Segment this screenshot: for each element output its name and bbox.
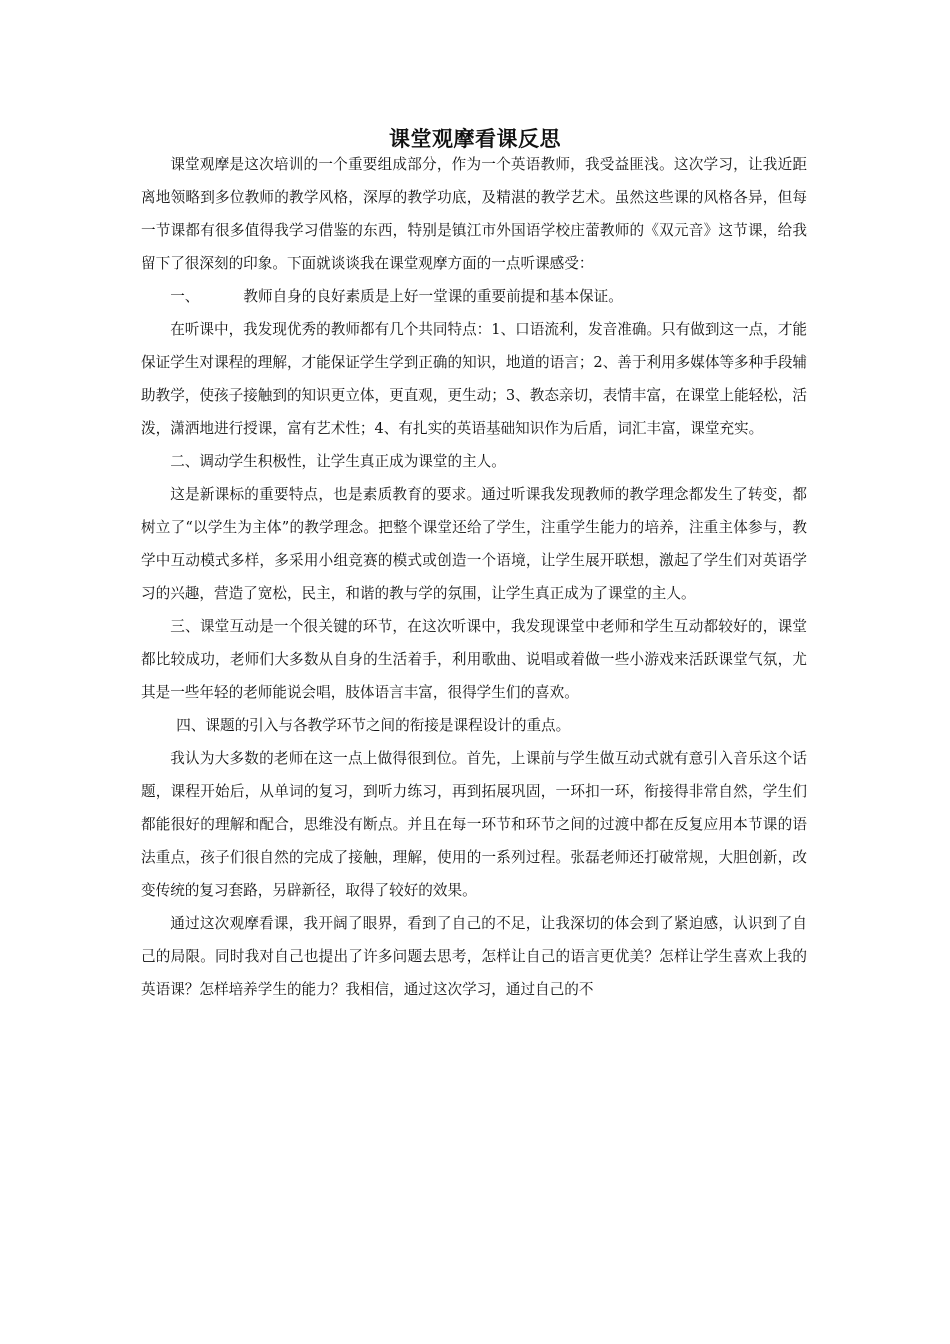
heading-one-number: 一、	[170, 288, 200, 305]
paragraph-classroom-interaction: 三、课堂互动是一个很关键的环节，在这次听课中，我发现课堂中老师和学生互动都较好的，课堂都比较成功，老师们大多数从自身的生活着手，利用歌曲、说唱或着做一些小游戏来活跃课堂气氛，尤其是一些年轻的老师能说会唱，肢体语言丰富，很得学生们的喜欢。	[141, 618, 807, 701]
heading-one-text: 教师自身的良好素质是上好一堂课的重要前提和基本保证。	[243, 288, 623, 305]
paragraph-intro: 课堂观摩是这次培训的一个重要组成部分，作为一个英语教师，我受益匪浅。这次学习，让我近距离地领略到多位教师的教学风格，深厚的教学功底，及精湛的教学艺术。虽然这些课的风格各异，但每一节课都有很多值得我学习借鉴的东西，特别是镇江市外国语学校庄蕾教师的《双元音》这节课，给我留下了很深刻的印象。下面就谈谈我在课堂观摩方面的一点听课感受：	[141, 156, 807, 272]
document-title: 课堂观摩看课反思	[389, 126, 561, 151]
paragraph-student-centered: 这是新课标的重要特点，也是素质教育的要求。通过听课我发现教师的教学理念都发生了转变，都树立了“以学生为主体”的教学理念。把整个课堂还给了学生，注重学生能力的培养，注重主体参与，教学中互动模式多样，多采用小组竞赛的模式或创造一个语境，让学生展开联想，激起了学生们对英语学习的兴趣，营造了宽松，民主，和谐的教与学的氛围，让学生真正成为了课堂的主人。	[141, 486, 807, 602]
paragraph-conclusion: 通过这次观摩看课，我开阔了眼界，看到了自己的不足，让我深切的体会到了紧迫感，认识到了自己的局限。同时我对自己也提出了许多问题去思考，怎样让自己的语言更优美？怎样让学生喜欢上我的英语课？怎样培养学生的能力？我相信，通过这次学习，通过自己的不	[141, 915, 807, 998]
paragraph-lesson-transitions: 我认为大多数的老师在这一点上做得很到位。首先，上课前与学生做互动式就有意引入音乐这个话题，课程开始后，从单词的复习，到听力练习，再到拓展巩固，一环扣一环，衔接得非常自然，学生们都能很好的理解和配合，思维没有断点。并且在每一环节和环节之间的过渡中都在反复应用本节课的语法重点，孩子们很自然的完成了接触，理解，使用的一系列过程。张磊老师还打破常规，大胆创新，改变传统的复习套路，另辟新径，取得了较好的效果。	[141, 750, 807, 899]
heading-two: 二、调动学生积极性，让学生真正成为课堂的主人。	[170, 453, 506, 470]
document-body	[141, 148, 807, 1006]
paragraph-teacher-qualities: 在听课中，我发现优秀的教师都有几个共同特点：1、口语流利，发音准确。只有做到这一点，才能保证学生对课程的理解，才能保证学生学到正确的知识，地道的语言；2、善于利用多媒体等多种手段辅助教学，使孩子接触到的知识更立体，更直观，更生动；3、教态亲切，表情丰富，在课堂上能轻松，活泼，潇洒地进行授课，富有艺术性；4、有扎实的英语基础知识作为后盾，词汇丰富，课堂充实。	[141, 321, 808, 437]
heading-one	[141, 283, 807, 311]
heading-four: 四、课题的引入与各教学环节之间的衔接是课程设计的重点。	[176, 717, 571, 734]
